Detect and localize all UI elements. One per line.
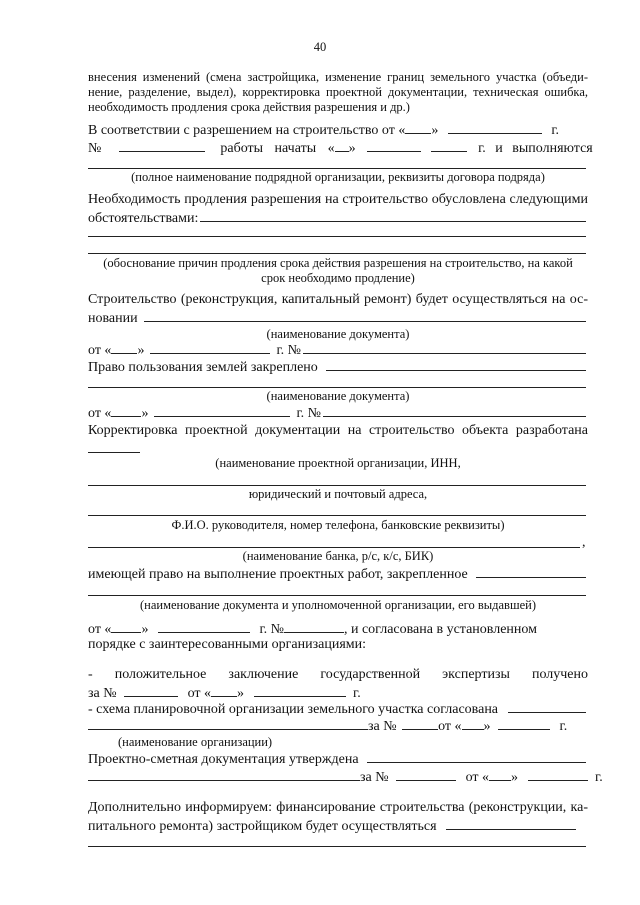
design-rule-5	[88, 595, 586, 596]
basis-line-2	[88, 309, 586, 327]
design-line-2	[88, 565, 586, 583]
basis-number-text: г. №	[276, 343, 301, 358]
funding-line-1: Дополнительно информируем: финансирование строительства (реконструкции, ка-	[88, 800, 588, 815]
design-caption-3: Ф.И.О. руководителя, номер телефона, банковские реквизиты)	[171, 518, 505, 532]
basis-month-blank	[150, 341, 270, 354]
design-rule-2	[88, 485, 586, 486]
estimate-number-sign: за №	[360, 770, 389, 785]
plan-number-blank	[402, 717, 438, 730]
basis-document-blank	[144, 309, 586, 322]
expertise-quote: »	[237, 686, 245, 701]
plan-caption: (наименование организации)	[118, 735, 273, 749]
estimate-line-1	[88, 750, 586, 768]
land-from-text: от «	[88, 406, 112, 421]
estimate-quote: »	[511, 770, 519, 785]
extension-circumstances-text: обстоятельствами:	[88, 211, 199, 226]
plan-quote: »	[483, 719, 491, 734]
funding-line-2	[88, 817, 588, 835]
estimate-org-blank	[88, 768, 360, 781]
expertise-line-1: - положительное заключение государственной экспертизы получено	[88, 667, 588, 682]
design-from-text: от «	[88, 622, 112, 637]
plan-scheme-blank	[508, 700, 586, 713]
works-day-blank	[335, 139, 349, 152]
basis-on-text: новании	[88, 311, 138, 326]
design-day-blank	[111, 620, 141, 633]
land-quote: »	[141, 406, 149, 421]
design-right-blank	[476, 565, 586, 578]
plan-day-blank	[462, 717, 484, 730]
extension-caption-1: (обоснование причин продления срока действия разрешения на строительство, на какой	[103, 256, 573, 270]
permit-month-blank	[448, 121, 542, 134]
works-year-blank	[431, 139, 467, 152]
plan-scheme-text: - схема планировочной организации земельного участка согласована	[88, 702, 499, 717]
design-number-blank	[284, 620, 344, 633]
extension-line-1: Необходимость продления разрешения на строительство обусловлена следующими	[88, 192, 588, 207]
expertise-number-sign: за №	[88, 686, 117, 701]
design-comma: ,	[582, 535, 586, 550]
plan-line-2	[88, 717, 588, 735]
design-month-blank	[158, 620, 250, 633]
funding-text: питального ремонта) застройщиком будет осуществляться	[88, 819, 437, 834]
design-date-line	[88, 620, 588, 638]
estimate-approved-text: Проектно-сметная документация утверждена	[88, 752, 359, 767]
design-rule-1	[88, 452, 140, 453]
land-blank	[326, 358, 586, 371]
extension-rule-1	[88, 236, 586, 237]
design-caption-5: (наименование документа и уполномоченной организации, его выдавшей)	[140, 598, 536, 612]
permit-line-1	[88, 121, 588, 139]
intro-line-2: нение, разделение, выдел), корректировка проектной документации, техническая ошибка,	[88, 85, 588, 99]
design-line-3: порядке с заинтересованными организациями:	[88, 637, 367, 652]
design-caption-4: (наименование банка, р/с, к/с, БИК)	[242, 549, 434, 563]
land-right-text: Право пользования землей закреплено	[88, 360, 318, 375]
plan-year-text: г.	[559, 719, 568, 734]
works-month-blank	[367, 139, 421, 152]
design-number-text: г. №	[259, 622, 284, 637]
expertise-day-blank	[211, 684, 237, 697]
land-number-text: г. №	[296, 406, 321, 421]
extension-rule-2	[88, 253, 586, 254]
permit-line-2	[88, 139, 593, 157]
funding-rule	[88, 846, 586, 847]
extension-blank	[200, 209, 586, 222]
expertise-number-blank	[124, 684, 178, 697]
design-caption-1: (наименование проектной организации, ИНН,	[215, 456, 461, 470]
estimate-line-2	[88, 768, 603, 786]
design-agreed-text: , и согласована в установленном	[343, 622, 537, 637]
estimate-blank	[367, 750, 586, 763]
permit-from-text: В соответствии с разрешением на строительство от «	[88, 123, 406, 138]
design-line-1: Корректировка проектной документации на строительство объекта разработана	[88, 423, 588, 438]
basis-line-1: Строительство (реконструкция, капитальный ремонт) будет осуществляться на ос-	[88, 292, 588, 307]
permit-day-blank	[405, 121, 431, 134]
intro-line-1: внесения изменений (смена застройщика, изменение границ земельного участка (объеди-	[88, 70, 588, 84]
permit-number-sign: №	[88, 141, 102, 156]
land-caption: (наименование документа)	[266, 389, 410, 403]
estimate-month-blank	[528, 768, 588, 781]
estimate-number-blank	[396, 768, 456, 781]
basis-number-blank	[303, 341, 586, 354]
plan-month-blank	[498, 717, 550, 730]
works-started-text: работы начаты «	[220, 141, 335, 156]
intro-line-3: необходимость продления срока действия разрешения и др.)	[88, 100, 410, 114]
estimate-from-text: от «	[465, 770, 490, 785]
design-quote: »	[141, 622, 149, 637]
page-number: 40	[313, 40, 327, 54]
plan-number-sign: за №	[368, 719, 397, 734]
contractor-rule	[88, 168, 586, 169]
basis-day-blank	[111, 341, 137, 354]
plan-line-1	[88, 700, 586, 718]
basis-caption: (наименование документа)	[266, 327, 410, 341]
plan-org-blank	[88, 717, 368, 730]
contractor-caption: (полное наименование подрядной организации, реквизиты договора подряда)	[131, 170, 545, 184]
land-line-1	[88, 358, 586, 376]
plan-from-text: от «	[438, 719, 462, 734]
permit-year-text: г.	[551, 123, 560, 138]
permit-quote: »	[431, 123, 439, 138]
extension-caption-2: срок необходимо продление)	[261, 271, 415, 285]
extension-line-2	[88, 209, 586, 227]
estimate-day-blank	[489, 768, 511, 781]
land-rule	[88, 387, 586, 388]
basis-from-text: от «	[88, 343, 112, 358]
works-continuing-text: г. и выполняются	[478, 141, 593, 156]
expertise-from-text: от «	[187, 686, 212, 701]
design-rule-4	[88, 547, 580, 548]
expertise-year-text: г.	[353, 686, 361, 701]
land-date-line	[88, 404, 586, 422]
estimate-year-text: г.	[595, 770, 603, 785]
works-quote: »	[348, 141, 356, 156]
basis-quote: »	[137, 343, 145, 358]
funding-blank	[446, 817, 576, 830]
land-number-blank	[323, 404, 586, 417]
land-month-blank	[154, 404, 290, 417]
design-rule-3	[88, 515, 586, 516]
permit-number-blank	[119, 139, 205, 152]
land-day-blank	[111, 404, 141, 417]
design-right-text: имеющей право на выполнение проектных работ, закрепленное	[88, 567, 468, 582]
basis-date-line	[88, 341, 586, 359]
expertise-month-blank	[254, 684, 346, 697]
design-caption-2: юридический и почтовый адреса,	[248, 487, 428, 501]
